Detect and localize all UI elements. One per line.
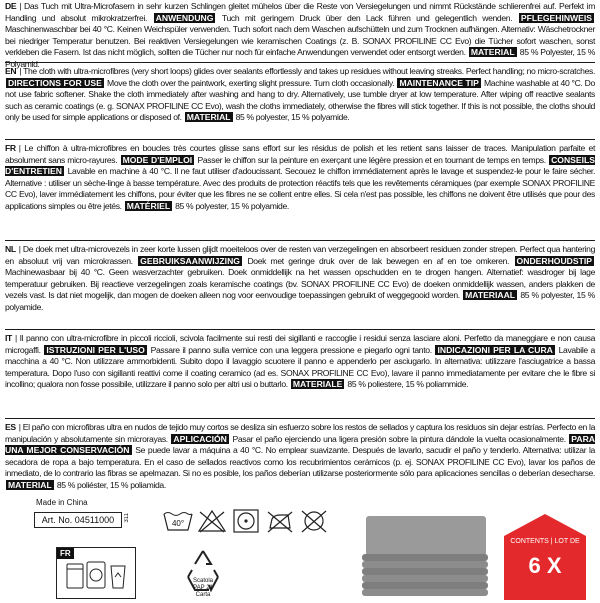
recycle-label-1: Scatola bbox=[192, 578, 213, 584]
description-text: El paño con microfibras ultra en nudos de tejido muy cortos se desliza sin esfuerzo sobre los restos de sellados y captura los residuos sin dejar estrías. Perfecto en la manipulación y absolutamente sin microrayas. bbox=[5, 422, 595, 444]
material-text: 85 % Polyester, 15 % Polyamid. bbox=[5, 47, 596, 69]
section-es: ES | El paño con microfibras ultra en nudos de tejido muy cortos se desliza sin esfuerzo sobre los restos de sellados y captura los residuos sin dejar estrías. Perfecto en la manipulación y absolutamente sin microrayas. APLICACIÓN Pasar el paño ejerciendo una ligera presión sobre la pintura dándole la vuelta ocasionalmente. PARA UNA MEJOR CONSERVACIÓN Se puede lavar a máquina a 40 °C. No emplear suavizante. Después de lavarlo, sacudir el paño y tenderlo. Alternativa: utilizar la secadora de ropa a bajo temperatura. En el caso de sellados reactivos como los recubrimientos cerámicos (p. ej. SONAX PROFILINE CC Evo), lavar los paños de inmediato, de lo contrario las fibras se apelmazan. Si no es posible, los paños deberían utilizarse posteriormente sólo para aplicaciones sencillas o deberían desecharse. MATERIAL 85 % poliéster, 15 % poliamida. bbox=[5, 422, 596, 490]
usage-text: Pasar el paño ejerciendo una ligera presión sobre la pintura dándole la vuelta ocasionalmente. bbox=[232, 433, 566, 444]
section-de: DE | Das Tuch mit Ultra-Microfasern in sehr kurzen Schlingen gleitet mühelos über die Reste von Versiegelungen und nimmt Rückstände schlierenfrei auf. Perfekt im Handling und absolut mikrokratzerfrei. ANWENDUNG Tuch mit geringem Druck über den Lack führen und gelegentlich wenden. PFLEGEHINWEIS Maschinenwaschbar bei 40 °C. Keinen Weichspüler verwenden. Tuch sofort nach dem Waschen aufschütteln und zum Trocknen aufhängen. Alternativ: Wäschetrockner bei niedriger Temperatur benutzen. Bei reaktiven Versiegelungen wie keramischen Coatings (z. B. SONAX PROFILINE CC Evo) die Tücher sofort waschen, sonst verkleben die Fasern. Ist das nicht möglich, sollten die Tücher nur noch für einfache Anwendungen verwendet oder entsorgt werden. MATERIAL 85 % Polyester, 15 % Polyamid. bbox=[5, 1, 596, 69]
lang-code: FR bbox=[5, 143, 16, 153]
no-iron-icon bbox=[264, 508, 296, 534]
care-text: Maschinenwaschbar bei 40 °C. Keinen Weichspüler verwenden. Tuch sofort nach dem Waschen aufschütteln und zum Trocknen aufhängen. Alternativ: Wäschetrockner bei niedriger Temperatur benutzen. Bei reaktiven Versiegelungen wie keramischen Coatings (z. B. SONAX PROFILINE CC Evo) die Tücher sofort waschen, sonst verkleben die Fasern. Ist das nicht möglich, sollten die Tücher nur noch für einfache Anwendungen verwendet oder entsorgt werden. bbox=[5, 24, 595, 58]
heading-tag: PARA UNA MEJOR CONSERVACIÓN bbox=[5, 433, 596, 456]
badge-quantity: 6 X bbox=[528, 553, 562, 578]
heading-tag: ANWENDUNG bbox=[155, 12, 214, 23]
no-bleach-icon bbox=[196, 508, 228, 534]
heading-tag: MATERIAL bbox=[186, 112, 231, 123]
divider bbox=[5, 139, 595, 140]
article-number: Art. No. 04511000 bbox=[34, 512, 122, 528]
heading-tag: DIRECTIONS FOR USE bbox=[8, 77, 102, 88]
wash-40-icon bbox=[162, 508, 194, 534]
divider bbox=[5, 418, 595, 419]
no-dry-clean-icon bbox=[298, 508, 330, 534]
care-text: Lavable en machine à 40 °C. Il ne faut utiliser d'adoucissant. Secouez le chiffon immédiatement après le lavage et suspendez-le pour le faire sécher. Alternative : utiliser un sèche-linge à basse température. Avec des produits de protection réactifs tels que les revêtements céramiques (par exemple SONAX PROFILINE CC Evo), laver immédiatement les chiffons, pour éviter que les fibres ne se collent entre elles. Si cela n'est pas possible, les chiffons ne doivent être utilisés que pour des applications simples ou être jetés. bbox=[5, 166, 596, 211]
heading-tag: CONSEILS D'ENTRETIEN bbox=[5, 154, 595, 177]
care-text: Machine washable at 40 °C. Do not use fabric softener. Shake the cloth immediately after washing and hang to dry. Alternatively, use tumble dryer at low temperature. After wiping off reactive sealants such as ceramic coatings (e. g. SONAX PROFILINE CC Evo), wash the cloths immediately, otherwise the fibres will stick together. If this is not possible, the cloths should only be used for simple applications or disposed of. bbox=[5, 77, 595, 123]
care-text: Se puede lavar a máquina a 40 °C. No emplear suavizante. Después de lavarlo, sacudir el paño y tenderlo. Alternativa: utilizar la secadora de ropa a bajo temperatura. En el caso de sellados reactivos como los recubrimientos cerámicos (p. ej. SONAX PROFILINE CC Evo), lavar los paños de inmediato, de lo contrario las fibras se apelmazan. Si no es posible, los paños deberían utilizarse posteriormente sólo para aplicaciones sencillas o deberían desecharse. bbox=[5, 445, 595, 479]
cloth-stack-image bbox=[348, 498, 500, 600]
section-nl: NL | De doek met ultra-microvezels in zeer korte lussen glijdt moeiteloos over de resten van verzegelingen en absorbeert residuen zonder strepen. Perfect qua hantering en absoluut vrij van microkrassen. GEBRUIKSAANWIJZING Doek met geringe druk over de lak bewegen en af en toe omkeren. ONDERHOUDSTIP Machinewasbaar bij 40 °C. Geen wasverzachter gebruiken. Doek onmiddellijk na het wassen opschudden en te drogen hangen. Alternatief: wasdroger bij lage temperatuur gebruiken. Bij reactieve verzegelingen zoals keramische coatings (bv. SONAX PROFILINE CC Evo) de doeken onmiddellijk wassen, anders plakken de vezels vast. Is dat niet mogelijk, dan mogen de doeken alleen nog voor eenvoudige toepassingen gebruikt of weggegooid worden. MATERIAAL 85 % polyester, 15 % polyamide. bbox=[5, 244, 596, 312]
heading-tag: APLICACIÓN bbox=[173, 433, 227, 444]
heading-tag: PFLEGEHINWEIS bbox=[520, 12, 593, 23]
recycle-info bbox=[176, 578, 230, 599]
usage-text: Doek met geringe druk over de lak bewegen en af en toe omkeren. bbox=[247, 255, 510, 266]
heading-tag: MATERIALE bbox=[292, 379, 343, 390]
usage-text: Passer le chiffon sur la peinture en exerçant une légère pression et en tournant de temps en temps. bbox=[197, 154, 546, 165]
care-text: Machinewasbaar bij 40 °C. Geen wasverzachter gebruiken. Doek onmiddellijk na het wassen opschudden en te drogen hangen. Alternatief: wasdroger bij lage temperatuur gebruiken. Bij reactieve verzegelingen zoals keramische coatings (bv. SONAX PROFILINE CC Evo) de doeken onmiddellijk wassen, anders plakken de vezels vast. Is dat niet mogelijk, dan mogen de doeken alleen nog voor eenvoudige toepassingen gebruikt of weggegooid worden. bbox=[5, 267, 595, 301]
heading-tag: MAINTENANCE TIP bbox=[399, 77, 479, 88]
description-text: De doek met ultra-microvezels in zeer korte lussen glijdt moeiteloos over de resten van verzegelingen en absorbeert residuen zonder strepen. Perfect qua hantering en absoluut vrij van microkrassen. bbox=[5, 244, 596, 266]
heading-tag: MATERIAL bbox=[8, 479, 52, 490]
material-text: 85 % poliestere, 15 % poliammide. bbox=[347, 379, 469, 390]
description-text: The cloth with ultra-microfibres (very short loops) glides over sealants effortlessly and takes up residues without leaving streaks. Perfect handling; no micro-scratches. bbox=[23, 66, 595, 76]
heading-tag: MATÉRIEL bbox=[126, 200, 171, 211]
heading-tag: MATERIAAL bbox=[465, 290, 516, 301]
material-text: 85 % poliéster, 15 % poliamida. bbox=[56, 479, 166, 490]
description-text: Le chiffon à ultra-microfibres en boucles très courtes glisse sans effort sur les résidus de polish et les retient sans laisser de traces. Manipulation parfaite et absolument sans micro-rayures. bbox=[5, 143, 595, 165]
wash-temp-label: 40° bbox=[171, 519, 185, 528]
divider bbox=[5, 62, 595, 63]
lang-code: ES bbox=[5, 422, 16, 432]
description-text: Das Tuch mit Ultra-Microfasern in sehr kurzen Schlingen gleitet mühelos über die Reste von Versiegelungen und nimmt Rückstände schlierenfrei auf. Perfekt im Handling und absolut mikrokratzerfrei. bbox=[5, 1, 595, 23]
heading-tag: ONDERHOUDSTIP bbox=[516, 255, 592, 266]
side-code: 311 bbox=[124, 513, 130, 523]
usage-text: Tuch mit geringem Druck über den Lack führen und gelegentlich wenden. bbox=[221, 12, 513, 23]
heading-tag: MODE D'EMPLOI bbox=[122, 154, 193, 165]
material-text: 85 % polyester, 15 % polyamide. bbox=[5, 290, 595, 312]
material-text: 85 % polyester, 15 % polyamide. bbox=[175, 200, 289, 211]
lang-code: IT bbox=[5, 333, 12, 343]
tumble-dry-low-icon bbox=[230, 508, 262, 534]
description-text: Il panno con ultra-microfibre in piccoli riccioli, scivola facilmente sui resti dei sigillanti e raccoglie i residui senza lasciare aloni. Perfetto da maneggiare e non causa microgaffi. bbox=[5, 333, 595, 355]
made-in-label: Made in China bbox=[36, 498, 88, 507]
section-it: IT | Il panno con ultra-microfibre in piccoli riccioli, scivola facilmente sui resti dei sigillanti e raccoglie i residui senza lasciare aloni. Perfetto da maneggiare e non causa microgaffi. ISTRUZIONI PER L'USO Passare il panno sulla vernice con una leggera pressione e piegarlo ogni tanto. INDICAZIONI PER LA CURA Lavabile a macchina a 40 °C. Non utilizzare ammorbidenti. Subito dopo il lavaggio scuotere il panno e appenderlo per asciugarlo. In alternativa: utilizzare l'asciugatrice a bassa temperatura. Dopo l'uso con sigillanti reattivi come il coating ceramico (ad es. SONAX PROFILINE CC Evo), lavare il panno immediatamente per evitare che le fibre si incollino; qualora non fosse possibile, utilizzare il panno solo per altri usi o buttarlo. MATERIALE 85 % poliestere, 15 % poliammide. bbox=[5, 333, 595, 390]
fr-label: FR bbox=[57, 548, 74, 559]
fr-recycling-info bbox=[56, 547, 136, 599]
usage-text: Passare il panno sulla vernice con una leggera pressione e piegarlo ogni tanto. bbox=[150, 344, 432, 355]
lang-code: DE bbox=[5, 1, 17, 11]
lang-code: EN bbox=[5, 66, 17, 76]
material-text: 85 % polyester, 15 % polyamide. bbox=[235, 112, 350, 123]
heading-tag: INDICAZIONI PER LA CURA bbox=[437, 344, 553, 355]
badge-label: CONTENTS | LOT DE bbox=[510, 538, 580, 545]
heading-tag: ISTRUZIONI PER L'USO bbox=[46, 344, 145, 355]
usage-text: Move the cloth over the paintwork, exerting slight pressure. Turn cloth occasionally. bbox=[107, 77, 395, 88]
care-text: Lavabile a macchina a 40 °C. Non utilizzare ammorbidenti. Subito dopo il lavaggio scuotere il panno e appenderlo per asciugarlo. In alternativa: utilizzare l'asciugatrice a bassa temperatura. Dopo l'uso con sigillanti reattivi come il coating ceramico (ad es. SONAX PROFILINE CC Evo), lavare il panno immediatamente per evitare che le fibre si incollino; qualora non fosse possibile, utilizzare il panno solo per altri usi o buttarlo. bbox=[5, 344, 595, 390]
recycle-label-2: PAP 21 bbox=[193, 585, 213, 591]
heading-tag: GEBRUIKSAANWIJZING bbox=[140, 255, 240, 266]
lang-code: NL bbox=[5, 244, 16, 254]
heading-tag: MATERIAL bbox=[470, 47, 515, 58]
recycle-label-3: Carta bbox=[195, 592, 211, 598]
section-fr: FR | Le chiffon à ultra-microfibres en boucles très courtes glisse sans effort sur les résidus de polish et les retient sans laisser de traces. Manipulation parfaite et absolument sans micro-rayures. MODE D'EMPLOI Passer le chiffon sur la peinture en exerçant une légère pression et en tournant de temps en temps. CONSEILS D'ENTRETIEN Lavable en machine à 40 °C. Il ne faut utiliser d'adoucissant. Secouez le chiffon immédiatement après le lavage et suspendez-le pour le faire sécher. Alternative : utiliser un sèche-linge à basse température. Avec des produits de protection réactifs tels que les revêtements céramiques (par exemple SONAX PROFILINE CC Evo), laver immédiatement les chiffons, pour éviter que les fibres ne se collent entre elles. Si cela n'est pas possible, les chiffons ne doivent être utilisés que pour des applications simples ou être jetés. MATÉRIEL 85 % polyester, 15 % polyamide. bbox=[5, 143, 596, 211]
section-en: EN | The cloth with ultra-microfibres (very short loops) glides over sealants effortlessly and takes up residues without leaving streaks. Perfect handling; no micro-scratches. DIRECTIONS FOR USE Move the cloth over the paintwork, exerting slight pressure. Turn cloth occasionally. MAINTENANCE TIP Machine washable at 40 °C. Do not use fabric softener. Shake the cloth immediately after washing and hang to dry. Alternatively, use tumble dryer at low temperature. After wiping off reactive sealants such as ceramic coatings (e. g. SONAX PROFILINE CC Evo), wash the cloths immediately, otherwise the fibres will stick together. If this is not possible, the cloths should only be used for simple applications or disposed of. MATERIAL 85 % polyester, 15 % polyamide. bbox=[5, 66, 595, 123]
divider bbox=[5, 240, 595, 241]
divider bbox=[5, 329, 595, 330]
